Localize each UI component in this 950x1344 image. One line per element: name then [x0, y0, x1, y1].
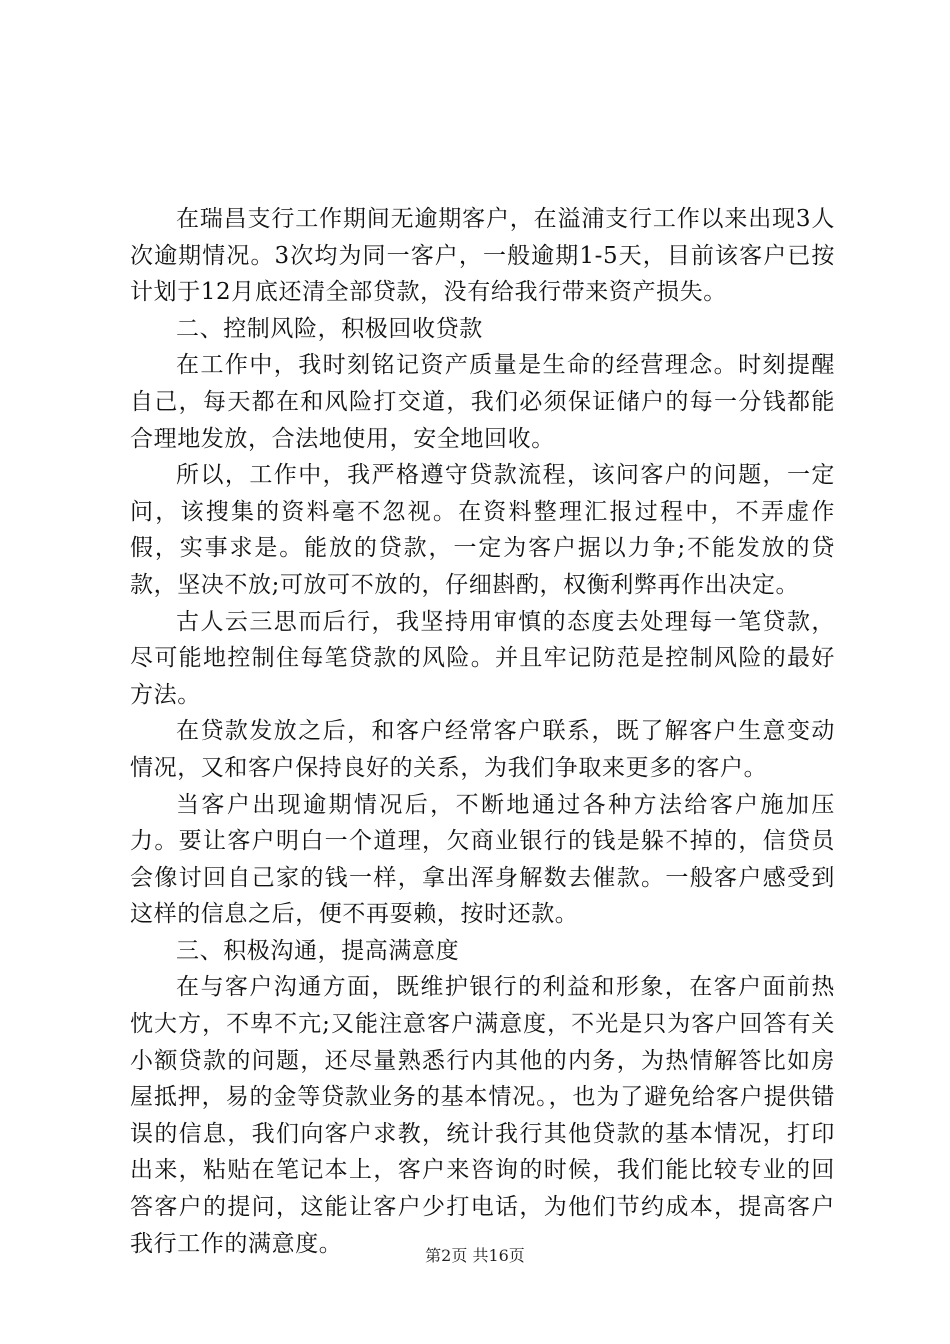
paragraph-overdue-record: 在瑞昌支行工作期间无逾期客户，在溢浦支行工作以来出现3人次逾期情况。3次均为同一客户，一般逾期1-5天，目前该客户已按计划于12月底还清全部贷款，没有给我行带来资产损失。: [130, 206, 835, 306]
paragraph-prudence: 古人云三思而后行，我坚持用审慎的态度去处理每一笔贷款，尽可能地控制住每笔贷款的风险。并且牢记防范是控制风险的最好方法。: [130, 608, 835, 708]
paragraph-customer-communication: 在与客户沟通方面，既维护银行的利益和形象，在客户面前热忱大方，不卑不亢;又能注意客户满意度，不光是只为客户回答有关小额贷款的问题，还尽量熟悉行内其他的内务，为热情解答比如房屋抵押，易的金等贷款业务的基本情况。，也为了避免给客户提供错误的信息，我们向客户求教，统计我行其他贷款的基本情况，打印出来，粘贴在笔记本上，客户来咨询的时候，我们能比较专业的回答客户的提问，这能让客户少打电话，为他们节约成本，提高客户我行工作的满意度。: [130, 974, 835, 1257]
document-body: [130, 201, 835, 1262]
paragraph-overdue-pressure: 当客户出现逾期情况后，不断地通过各种方法给客户施加压力。要让客户明白一个道理，欠商业银行的钱是躲不掉的，信贷员会像讨回自己家的钱一样，拿出浑身解数去催款。一般客户感受到这样的信息之后，便不再耍赖，按时还款。: [130, 791, 835, 928]
paragraph-asset-quality: 在工作中，我时刻铭记资产质量是生命的经营理念。时刻提醒自己，每天都在和风险打交道，我们必须保证储户的每一分钱都能合理地发放，合法地使用，安全地回收。: [130, 352, 835, 452]
paragraph-loan-process: 所以，工作中，我严格遵守贷款流程，该问客户的问题，一定问，该搜集的资料毫不忽视。在资料整理汇报过程中，不弄虚作假，实事求是。能放的贷款，一定为客户据以力争;不能发放的贷款，坚决不放;可放可不放的，仔细斟酌，权衡利弊再作出决定。: [130, 462, 835, 598]
section-heading-communication: 三、积极沟通，提高满意度: [176, 937, 460, 964]
paragraph-post-loan-contact: 在贷款发放之后，和客户经常客户联系，既了解客户生意变动情况，又和客户保持良好的关系，为我们争取来更多的客户。: [130, 718, 835, 781]
page-number-footer: 第2页 共16页: [425, 1246, 525, 1265]
section-heading-risk-control: 二、控制风险，积极回收贷款: [176, 315, 483, 342]
